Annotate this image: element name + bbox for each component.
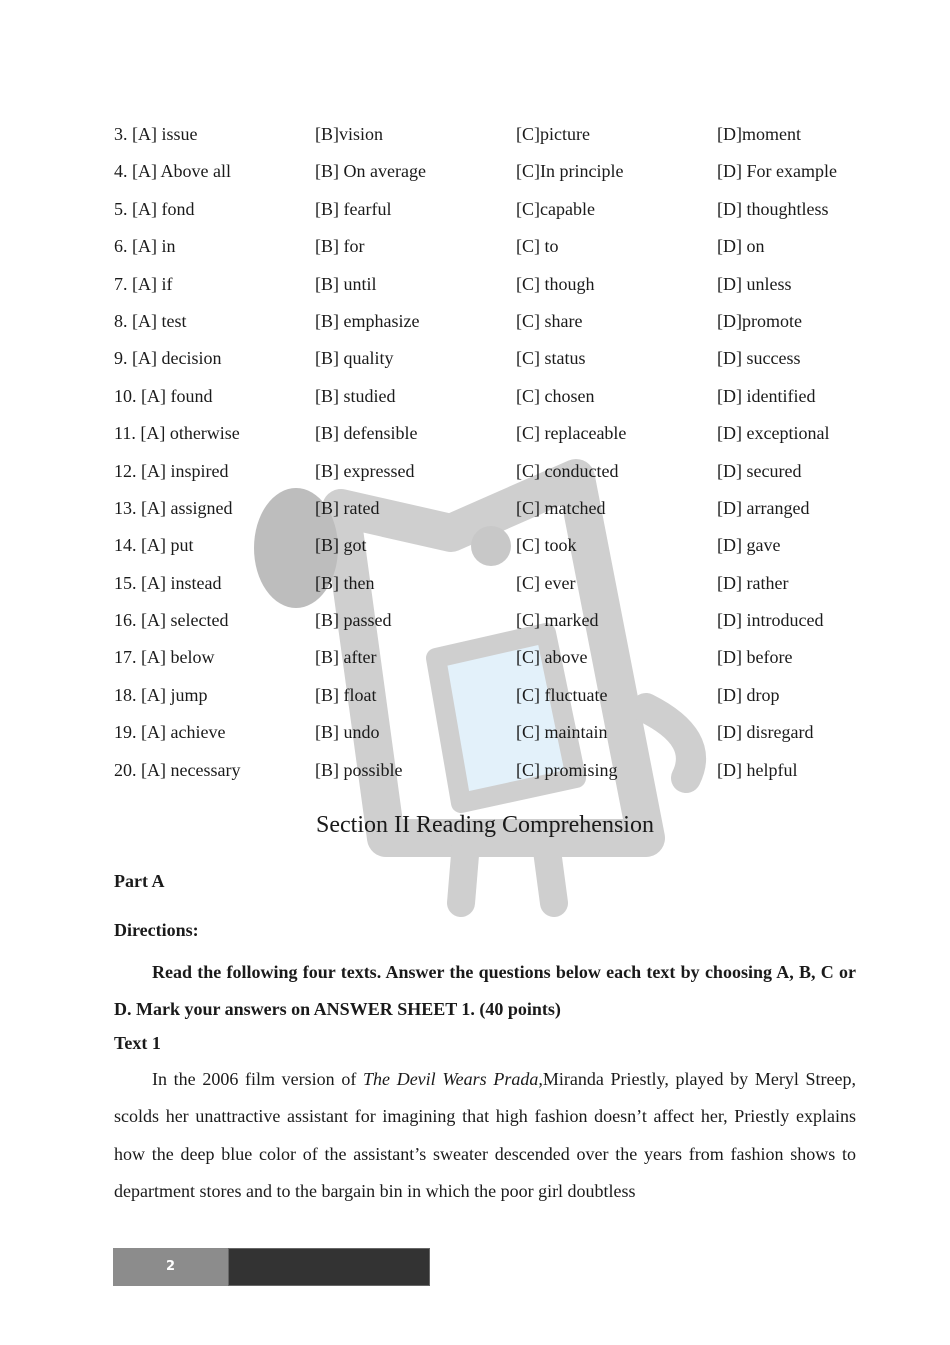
option-d: [D] introduced [717,610,824,631]
option-a: 16. [A] selected [114,610,229,631]
option-c: [C]In principle [516,161,624,182]
option-a: 18. [A] jump [114,684,208,705]
option-a: 20. [A] necessary [114,759,241,780]
option-row [114,270,856,307]
option-b: [B] then [315,572,375,593]
option-b: [B] undo [315,722,380,743]
option-row [114,606,856,643]
option-d: [D] unless [717,273,792,294]
option-a: 6. [A] in [114,236,176,257]
option-a: 17. [A] below [114,647,215,668]
option-c: [C] matched [516,497,606,518]
option-row [114,419,856,456]
option-d: [D]promote [717,310,802,331]
option-b: [B] defensible [315,423,418,444]
option-d: [D] disregard [717,722,814,743]
option-d: [D] helpful [717,759,798,780]
option-d: [D] on [717,236,765,257]
option-c: [C] fluctuate [516,684,608,705]
option-d: [D] gave [717,535,781,556]
option-d: [D] rather [717,572,789,593]
option-a: 9. [A] decision [114,348,222,369]
option-row [114,382,856,419]
option-a: 4. [A] Above all [114,161,231,182]
option-b: [B] On average [315,161,426,182]
option-a: 10. [A] found [114,385,213,406]
film-title: The Devil Wears Prada, [363,1069,543,1089]
cloze-options-list [114,120,856,793]
option-row [114,307,856,344]
option-c: [C] marked [516,610,599,631]
option-c: [C] promising [516,759,618,780]
option-b: [B] for [315,236,365,257]
option-a: 11. [A] otherwise [114,423,240,444]
option-c: [C] ever [516,572,576,593]
option-c: [C] above [516,647,588,668]
option-c: [C] share [516,310,583,331]
option-a: 12. [A] inspired [114,460,229,481]
directions-label: Directions: [114,920,199,940]
option-c: [C] status [516,348,586,369]
option-d: [D] thoughtless [717,198,829,219]
option-a: 15. [A] instead [114,572,222,593]
text1-paragraph [114,1061,856,1211]
option-row [114,756,856,793]
option-row [114,569,856,606]
option-d: [D] before [717,647,793,668]
option-c: [C] to [516,236,559,257]
option-a: 5. [A] fond [114,198,195,219]
option-c: [C] though [516,273,595,294]
section-title: Section II Reading Comprehension [316,812,654,838]
option-b: [B] fearful [315,198,392,219]
page-number: 2 [113,1248,228,1286]
option-c: [C] chosen [516,385,595,406]
option-d: [D] success [717,348,801,369]
option-row [114,494,856,531]
option-d: [D]moment [717,124,801,144]
option-row [114,681,856,718]
option-b: [B] expressed [315,460,415,481]
option-b: [B] rated [315,497,380,518]
part-label: Part A [114,871,165,891]
option-c: [C] replaceable [516,423,627,444]
text1-intro: In the 2006 film version of [152,1069,364,1089]
option-c: [C]picture [516,124,590,144]
option-b: [B] got [315,535,367,556]
option-c: [C] maintain [516,722,608,743]
option-d: [D] arranged [717,497,810,518]
option-a: 14. [A] put [114,535,194,556]
option-row [114,531,856,568]
option-d: [D] drop [717,684,780,705]
directions-text: Read the following four texts. Answer the questions below each text by choosing A, B, C or D. Mark your answers on ANSWER SHEET 1. (40 points) [114,962,856,1020]
option-b: [B] quality [315,348,394,369]
option-c: [C] took [516,535,577,556]
footer-bar [228,1248,430,1286]
option-row [114,120,856,157]
option-b: [B] passed [315,610,392,631]
option-b: [B] after [315,647,377,668]
option-a: 3. [A] issue [114,124,198,144]
option-row [114,232,856,269]
option-d: [D] For example [717,161,837,182]
option-b: [B]vision [315,124,384,144]
option-row [114,457,856,494]
option-row [114,195,856,232]
option-row [114,344,856,381]
text1-body: Miranda Priestly, played by Meryl Streep, scolds her unattractive assistant for imagining that high fashion doesn’t affect her, Priestly explains how the deep blue color of the assistant’s sweater descended over the years from fashion shows to department stores and to the bargain bin in which the poor girl doubtless [114,1069,856,1202]
option-a: 13. [A] assigned [114,497,233,518]
option-a: 8. [A] test [114,310,187,331]
option-b: [B] possible [315,759,403,780]
option-a: 7. [A] if [114,273,173,294]
option-d: [D] exceptional [717,423,830,444]
option-b: [B] studied [315,385,396,406]
text-label: Text 1 [114,1033,161,1053]
option-b: [B] float [315,684,377,705]
option-a: 19. [A] achieve [114,722,226,743]
option-b: [B] emphasize [315,310,420,331]
option-c: [C]capable [516,198,595,219]
option-b: [B] until [315,273,377,294]
option-row [114,718,856,755]
option-d: [D] identified [717,385,816,406]
option-d: [D] secured [717,460,802,481]
option-c: [C] conducted [516,460,619,481]
option-row [114,643,856,680]
option-row [114,157,856,194]
